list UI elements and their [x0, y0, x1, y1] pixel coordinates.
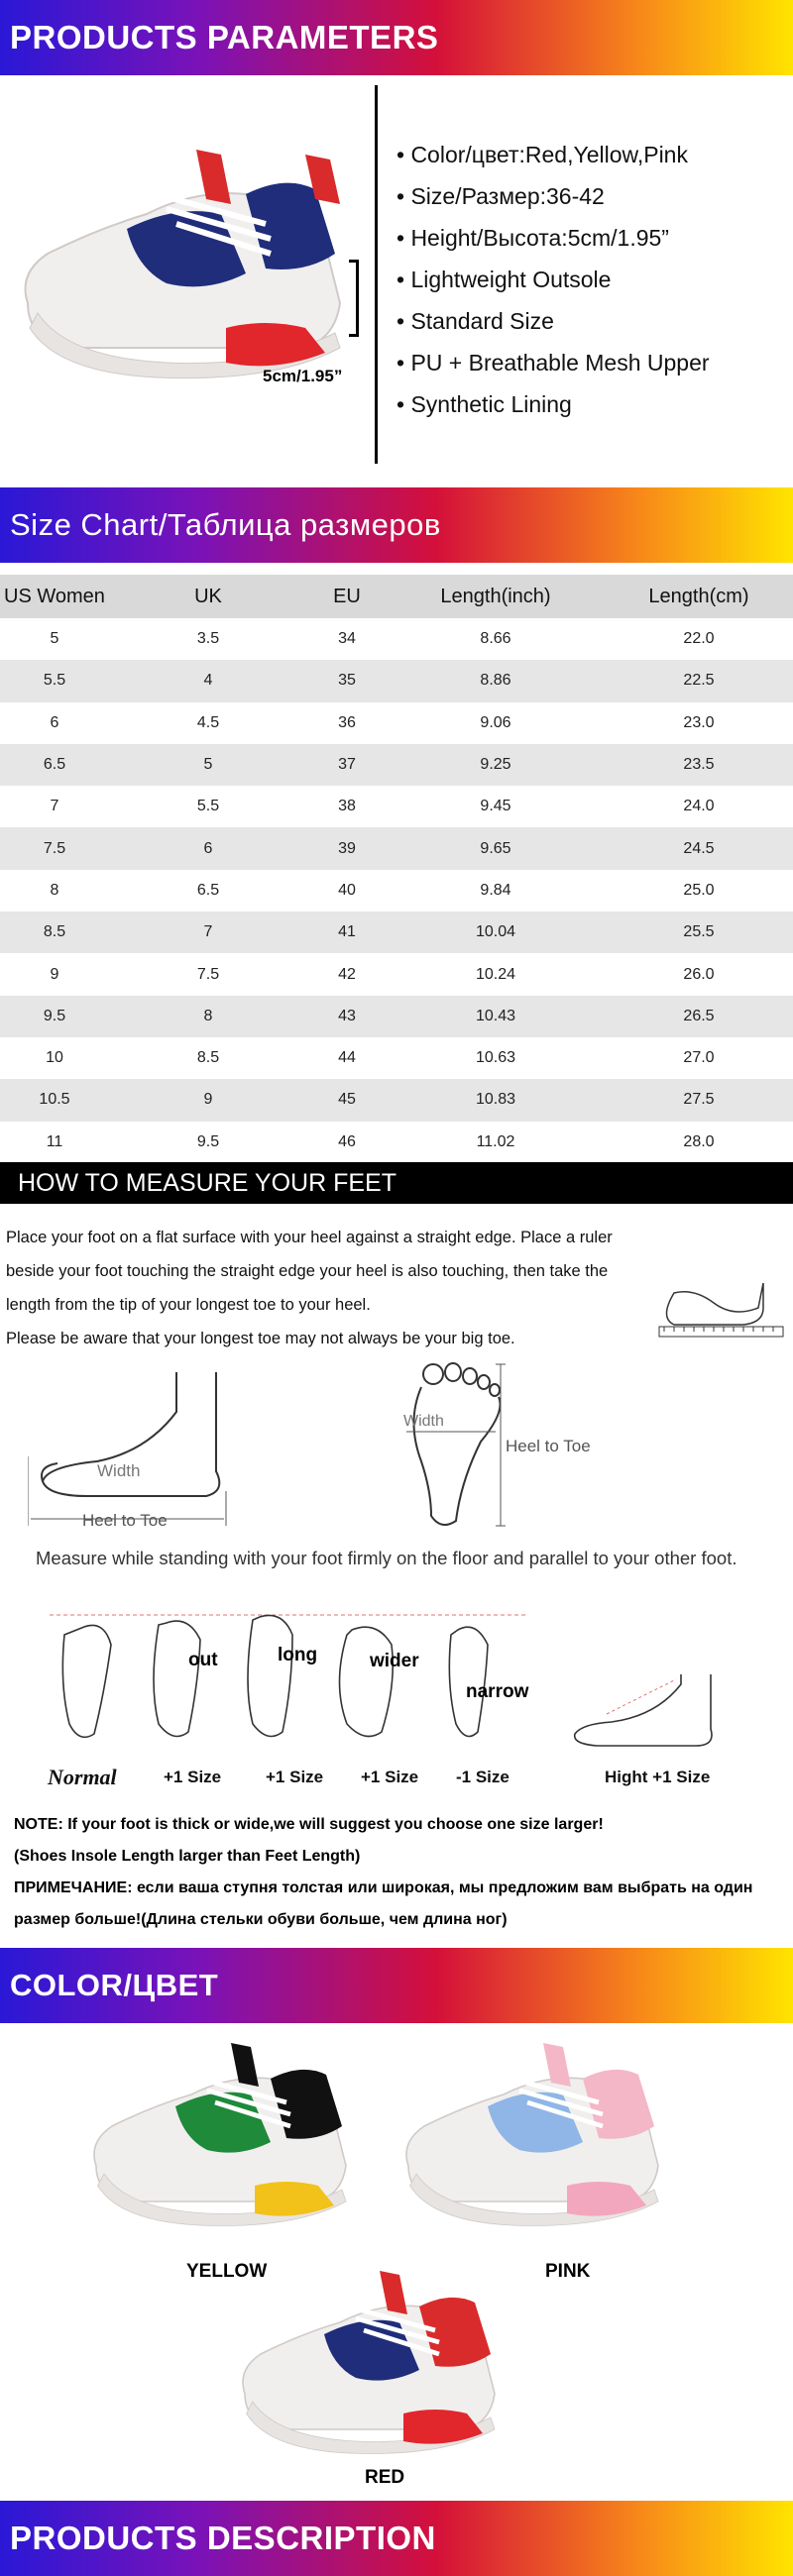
how-to-measure-bar: HOW TO MEASURE YOUR FEET: [0, 1162, 793, 1204]
table-cell: 9.5: [196, 1132, 220, 1150]
table-row: [0, 744, 793, 786]
size-chart-banner: [0, 487, 793, 563]
table-cell: 9.06: [480, 713, 511, 731]
table-cell: 7: [109, 912, 307, 953]
foot-wider-size: +1 Size: [361, 1768, 419, 1786]
high-instep-diagram: [567, 1674, 740, 1759]
table-cell: 9: [109, 1079, 307, 1121]
param-lining: • Synthetic Lining: [396, 391, 572, 417]
table-cell: 11.02: [476, 1132, 515, 1150]
table-cell: 25.5: [605, 912, 793, 953]
table-cell: 7.5: [196, 965, 220, 983]
table-row: [0, 1037, 793, 1079]
table-cell: 9.65: [387, 827, 605, 869]
note-insole: (Shoes Insole Length larger than Feet Length): [14, 1848, 361, 1865]
foot-top-diagram: [382, 1362, 620, 1536]
table-row: [0, 870, 793, 912]
table-cell: 8.5: [0, 912, 109, 953]
color-variant-red[interactable]: [228, 2259, 515, 2457]
table-cell: 46: [338, 1132, 356, 1150]
table-cell: 26.5: [605, 996, 793, 1037]
sneaker-main-image: [8, 135, 365, 382]
foot-narrow-size: -1 Size: [456, 1768, 510, 1786]
sneaker-yellow-image: [79, 2031, 367, 2229]
note-russian: ПРИМЕЧАНИЕ: если ваша ступня толстая или широкая, мы предложим вам выбрать на один размер больше!(Длина стельки обуви больше, чем длина ног): [14, 1879, 753, 1928]
table-cell: 28.0: [683, 1132, 715, 1150]
table-cell: 37: [307, 744, 387, 786]
table-cell: 27.5: [605, 1079, 793, 1121]
header-length-cm: Length(cm): [605, 575, 793, 618]
table-cell: 5.5: [196, 798, 220, 815]
sneaker-red-image: [228, 2259, 515, 2457]
table-row: [0, 1079, 793, 1121]
color-label-yellow: YELLOW: [186, 2261, 268, 2282]
height-bracket: [349, 260, 359, 337]
foot-types-diagram: [50, 1605, 525, 1754]
measure-caption: Measure while standing with your foot firmly on the floor and parallel to your other foot.: [36, 1548, 737, 1568]
header-length-inch: Length(inch): [387, 575, 605, 618]
table-cell: 34: [338, 630, 356, 648]
table-cell: 11: [46, 1132, 63, 1150]
width-label-top: Width: [403, 1413, 444, 1430]
color-label-pink: PINK: [545, 2261, 591, 2282]
table-cell: 10.83: [387, 1079, 605, 1121]
table-cell: 10: [46, 1049, 63, 1067]
table-cell: 24.0: [683, 798, 715, 815]
table-cell: 8.86: [387, 660, 605, 701]
table-cell: 10.5: [0, 1079, 109, 1121]
table-cell: 6.5: [196, 881, 220, 899]
table-cell: 24.5: [605, 827, 793, 869]
size-notes: [14, 1809, 782, 1936]
table-row: [0, 1122, 793, 1163]
table-row: [0, 912, 793, 953]
description-title: PRODUCTS DESCRIPTION: [10, 2520, 436, 2556]
table-cell: 8.5: [196, 1049, 220, 1067]
foot-ruler-diagram: [654, 1263, 788, 1347]
table-cell: 36: [338, 713, 356, 731]
table-cell: 3.5: [196, 630, 220, 648]
instructions-paragraph: Place your foot on a flat surface with your heel against a straight edge. Place a ruler beside your foot touching the straight edge your heel is also touching, then take the length from the tip of your longest toe to your heel.: [6, 1229, 613, 1314]
table-cell: 40: [338, 881, 356, 899]
height-label: 5cm/1.95”: [263, 367, 343, 385]
size-chart-table: [0, 575, 793, 1163]
width-label-side: Width: [97, 1461, 141, 1480]
table-row: [0, 618, 793, 660]
table-cell: 23.0: [683, 713, 715, 731]
table-cell: 35: [307, 660, 387, 701]
table-cell: 41: [307, 912, 387, 953]
table-cell: 9.45: [480, 798, 511, 815]
table-row: [0, 660, 793, 701]
products-description-banner: [0, 2501, 793, 2576]
table-cell: 10.63: [475, 1049, 516, 1067]
heel-to-toe-label-top: Heel to Toe: [506, 1437, 591, 1455]
header-us-women: US Women: [0, 575, 109, 618]
table-cell: 9: [50, 965, 59, 983]
foot-normal-label: Normal: [48, 1765, 117, 1789]
table-cell: 6: [50, 713, 59, 731]
size-table-body: [0, 618, 793, 1163]
table-cell: 6: [109, 827, 307, 869]
header-uk: UK: [109, 575, 307, 618]
param-color: • Color/цвет:Red,Yellow,Pink: [396, 142, 688, 167]
note-english: NOTE: If your foot is thick or wide,we will suggest you choose one size larger!: [14, 1816, 604, 1833]
table-cell: 39: [307, 827, 387, 869]
header-eu: EU: [307, 575, 387, 618]
table-cell: 44: [338, 1049, 356, 1067]
table-cell: 10.04: [387, 912, 605, 953]
param-outsole: • Lightweight Outsole: [396, 267, 612, 292]
table-cell: 38: [338, 798, 356, 815]
size-chart-title: Size Chart/Таблица размеров: [10, 507, 441, 542]
table-cell: 8.66: [480, 630, 511, 648]
table-row: [0, 827, 793, 869]
table-cell: 22.0: [683, 630, 715, 648]
param-upper: • PU + Breathable Mesh Upper: [396, 350, 710, 376]
table-cell: 8: [109, 996, 307, 1037]
table-cell: 4: [109, 660, 307, 701]
table-cell: 27.0: [683, 1049, 715, 1067]
color-variant-yellow[interactable]: [79, 2031, 367, 2229]
table-row: [0, 786, 793, 827]
foot-out-label: out: [188, 1650, 218, 1670]
foot-high-size: Hight +1 Size: [605, 1768, 711, 1786]
heel-to-toe-label-side: Heel to Toe: [82, 1511, 168, 1530]
params-list: [396, 134, 710, 425]
table-header-row: [0, 575, 793, 618]
table-cell: 5.5: [0, 660, 109, 701]
sneaker-pink-image: [392, 2031, 679, 2229]
table-cell: 42: [338, 965, 356, 983]
table-cell: 4.5: [196, 713, 220, 731]
table-cell: 9.5: [0, 996, 109, 1037]
table-cell: 5: [50, 630, 59, 648]
param-standard-size: • Standard Size: [396, 308, 554, 334]
table-cell: 7: [50, 798, 59, 815]
table-cell: 9.25: [387, 744, 605, 786]
color-variant-pink[interactable]: [392, 2031, 679, 2229]
table-cell: 5: [109, 744, 307, 786]
table-row: [0, 996, 793, 1037]
param-size: • Size/Размер:36-42: [396, 183, 605, 209]
table-cell: 8: [50, 881, 59, 899]
foot-wider-label: wider: [370, 1651, 419, 1671]
table-cell: 23.5: [605, 744, 793, 786]
table-cell: 7.5: [0, 827, 109, 869]
table-cell: 9.84: [480, 881, 511, 899]
table-cell: 6.5: [0, 744, 109, 786]
foot-long-label: long: [278, 1645, 318, 1665]
table-cell: 43: [307, 996, 387, 1037]
foot-out-size: +1 Size: [164, 1768, 222, 1786]
param-height: • Height/Высота:5cm/1.95”: [396, 225, 669, 251]
table-cell: 10.43: [387, 996, 605, 1037]
divider-line: [375, 85, 378, 464]
color-banner: [0, 1948, 793, 2023]
foot-narrow-label: narrow: [466, 1681, 529, 1702]
table-row: [0, 953, 793, 995]
banner-title: PRODUCTS PARAMETERS: [10, 19, 439, 55]
table-cell: 45: [307, 1079, 387, 1121]
color-label-red: RED: [365, 2467, 405, 2488]
table-cell: 22.5: [605, 660, 793, 701]
foot-side-diagram: [28, 1372, 266, 1541]
table-cell: 25.0: [683, 881, 715, 899]
foot-long-size: +1 Size: [266, 1768, 324, 1786]
products-parameters-banner: [0, 0, 793, 75]
table-row: [0, 702, 793, 744]
table-cell: 10.24: [475, 965, 516, 983]
table-cell: 26.0: [683, 965, 715, 983]
instructions-note: Please be aware that your longest toe may not always be your big toe.: [6, 1330, 515, 1347]
color-title: COLOR/ЦВЕТ: [10, 1968, 219, 2002]
measure-instructions: [6, 1221, 650, 1355]
